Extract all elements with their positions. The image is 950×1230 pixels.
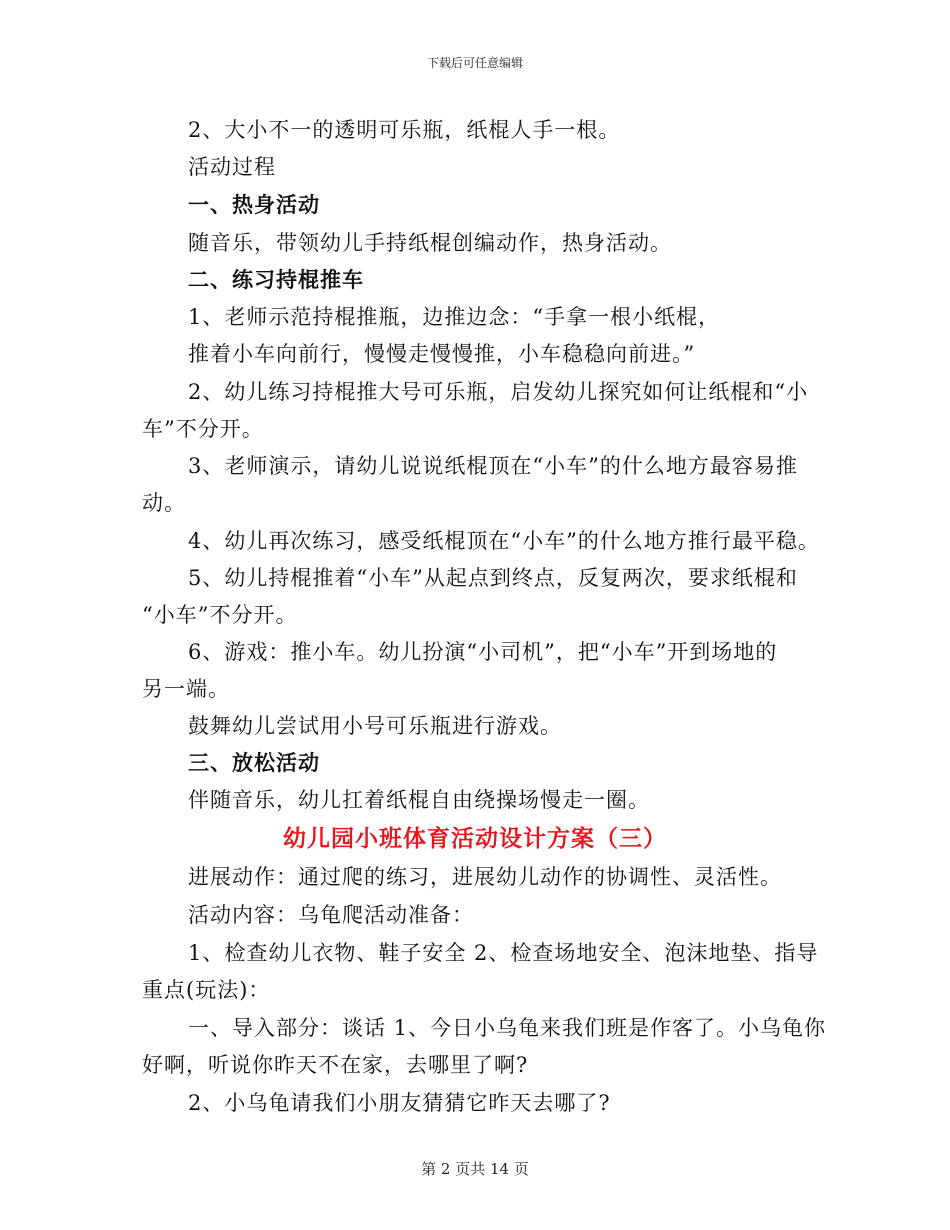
heading-practice: 二、练习持棍推车 bbox=[188, 268, 364, 292]
paragraph: 车”不分开。 bbox=[142, 417, 264, 441]
paragraph: 好啊，听说你昨天不在家，去哪里了啊? bbox=[142, 1053, 529, 1077]
paragraph: 2、小乌龟请我们小朋友猜猜它昨天去哪了? bbox=[188, 1091, 611, 1115]
paragraph: 3、老师演示，请幼儿说说纸棍顶在“小车”的什么地方最容易推 bbox=[188, 454, 798, 478]
material-item-2: 2、大小不一的透明可乐瓶，纸棍人手一根。 bbox=[188, 118, 621, 142]
paragraph: 推着小车向前行，慢慢走慢慢推，小车稳稳向前进。” bbox=[188, 342, 696, 366]
paragraph: 6、游戏：推小车。幼儿扮演“小司机”，把“小车”开到场地的 bbox=[188, 640, 778, 664]
page-header: 下载后可任意编辑 bbox=[426, 56, 523, 70]
paragraph: 1、老师示范持棍推瓶，边推边念：“手拿一根小纸棍， bbox=[188, 305, 721, 329]
paragraph: 进展动作：通过爬的练习，进展幼儿动作的协调性、灵活性。 bbox=[188, 865, 782, 889]
paragraph: 4、幼儿再次练习，感受纸棍顶在“小车”的什么地方推行最平稳。 bbox=[188, 529, 820, 553]
paragraph: 5、幼儿持棍推着“小车”从起点到终点，反复两次，要求纸棍和 bbox=[188, 566, 798, 590]
paragraph: 伴随音乐，幼儿扛着纸棍自由绕操场慢走一圈。 bbox=[188, 788, 650, 812]
paragraph: “小车”不分开。 bbox=[142, 603, 298, 627]
page-footer: 第 2 页共 14 页 bbox=[421, 1160, 529, 1178]
paragraph: 随音乐，带领幼儿手持纸棍创编动作，热身活动。 bbox=[188, 231, 672, 255]
paragraph: 动。 bbox=[142, 491, 186, 515]
paragraph: 重点(玩法)： bbox=[142, 978, 271, 1002]
heading-warmup: 一、热身活动 bbox=[188, 193, 320, 217]
heading-relax: 三、放松活动 bbox=[188, 751, 320, 775]
paragraph: 活动内容：乌龟爬活动准备： bbox=[188, 903, 474, 927]
paragraph: 2、幼儿练习持棍推大号可乐瓶，启发幼儿探究如何让纸棍和“小 bbox=[188, 380, 809, 404]
paragraph: 1、检查幼儿衣物、鞋子安全 2、检查场地安全、泡沫地垫、指导 bbox=[188, 941, 819, 965]
paragraph: 另一端。 bbox=[142, 677, 230, 701]
paragraph: 鼓舞幼儿尝试用小号可乐瓶进行游戏。 bbox=[188, 714, 562, 738]
section-title: 幼儿园小班体育活动设计方案（三） bbox=[283, 826, 667, 852]
paragraph: 一、导入部分：谈话 1、今日小乌龟来我们班是作客了。小乌龟你 bbox=[188, 1016, 827, 1040]
section-label-process: 活动过程 bbox=[188, 155, 276, 179]
